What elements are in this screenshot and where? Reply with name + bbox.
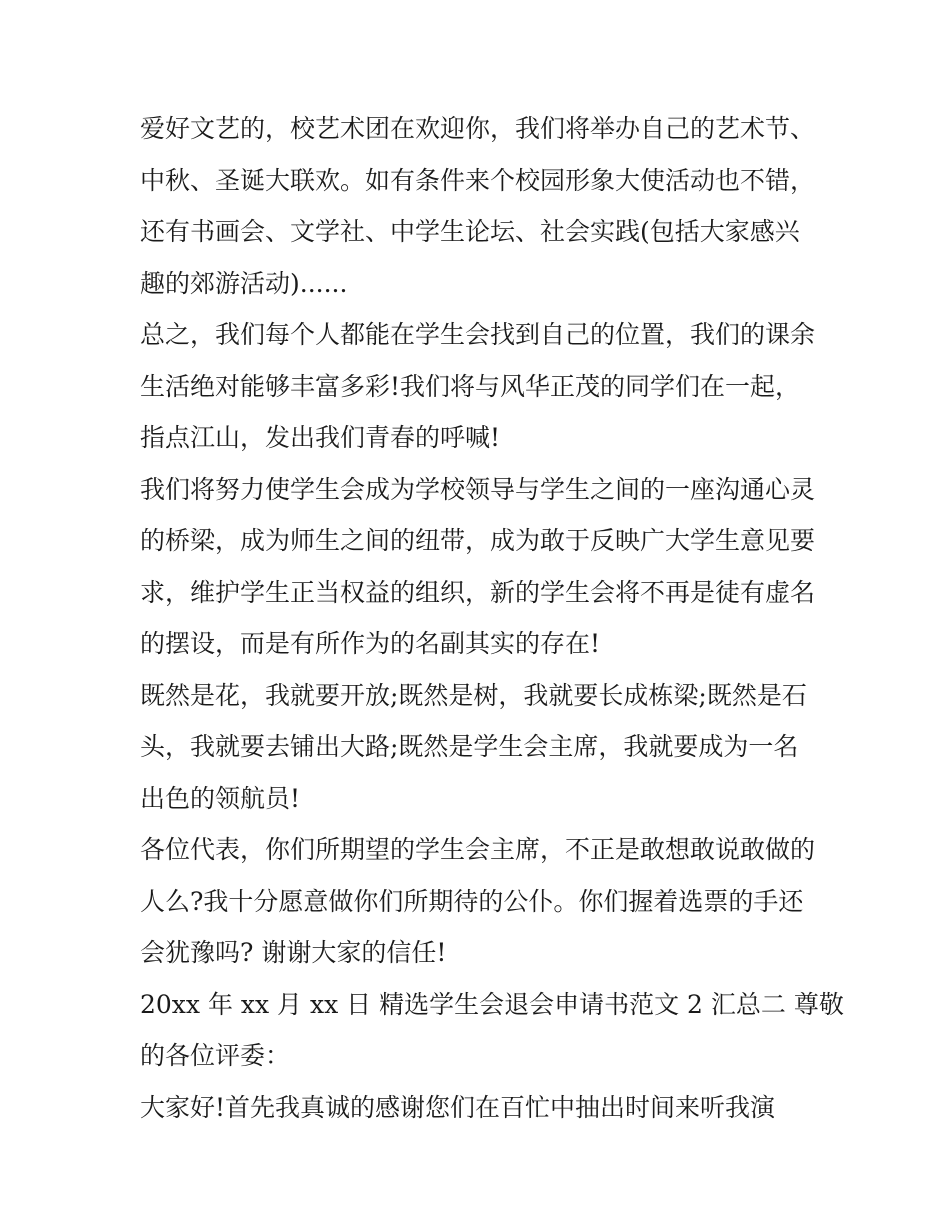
- text-line: 我们将努力使学生会成为学校领导与学生之间的一座沟通心灵: [140, 474, 816, 504]
- text-line: 各位代表，你们所期望的学生会主席，不正是敢想敢说敢做的: [140, 835, 816, 864]
- text-line: 的桥梁，成为师生之间的纽带，成为敢于反映广大学生意见要: [140, 526, 816, 555]
- text-line: 既然是花，我就要开放;既然是树，我就要长成栋梁;既然是石: [140, 680, 807, 710]
- text-line: 趣的郊游活动)......: [140, 268, 348, 298]
- text-line: 求，维护学生正当权益的组织，新的学生会将不再是徒有虚名: [140, 577, 816, 607]
- text-line: 出色的领航员!: [140, 783, 301, 813]
- document-body: [140, 103, 844, 1133]
- text-line: 还有书画会、文学社、中学生论坛、社会实践(包括大家感兴: [140, 217, 800, 246]
- text-line: 头，我就要去铺出大路;既然是学生会主席，我就要成为一名: [140, 732, 799, 761]
- text-line: 爱好文艺的，校艺术团在欢迎你，我们将举办自己的艺术节、: [140, 114, 816, 143]
- text-line: 总之，我们每个人都能在学生会找到自己的位置，我们的课余: [140, 320, 816, 349]
- text-line: 大家好!首先我真诚的感谢您们在百忙中抽出时间来听我演: [140, 1092, 776, 1122]
- text-line: 人么?我十分愿意做你们所期待的公仆。你们握着选票的手还: [140, 886, 804, 916]
- text-line: 会犹豫吗? 谢谢大家的信任!: [140, 938, 447, 967]
- text-line: 中秋、圣诞大联欢。如有条件来个校园形象大使活动也不错，: [140, 165, 816, 195]
- text-line: 的摆设，而是有所作为的名副其实的存在!: [140, 629, 601, 658]
- text-line: 生活绝对能够丰富多彩!我们将与风华正茂的同学们在一起，: [140, 371, 801, 401]
- text-line: 的各位评委：: [140, 1041, 291, 1070]
- text-line: 指点江山，发出我们青春的呼喊!: [140, 423, 501, 452]
- text-line: 20xx 年 xx 月 xx 日 精选学生会退会申请书范文 2 汇总二 尊敬: [140, 989, 844, 1019]
